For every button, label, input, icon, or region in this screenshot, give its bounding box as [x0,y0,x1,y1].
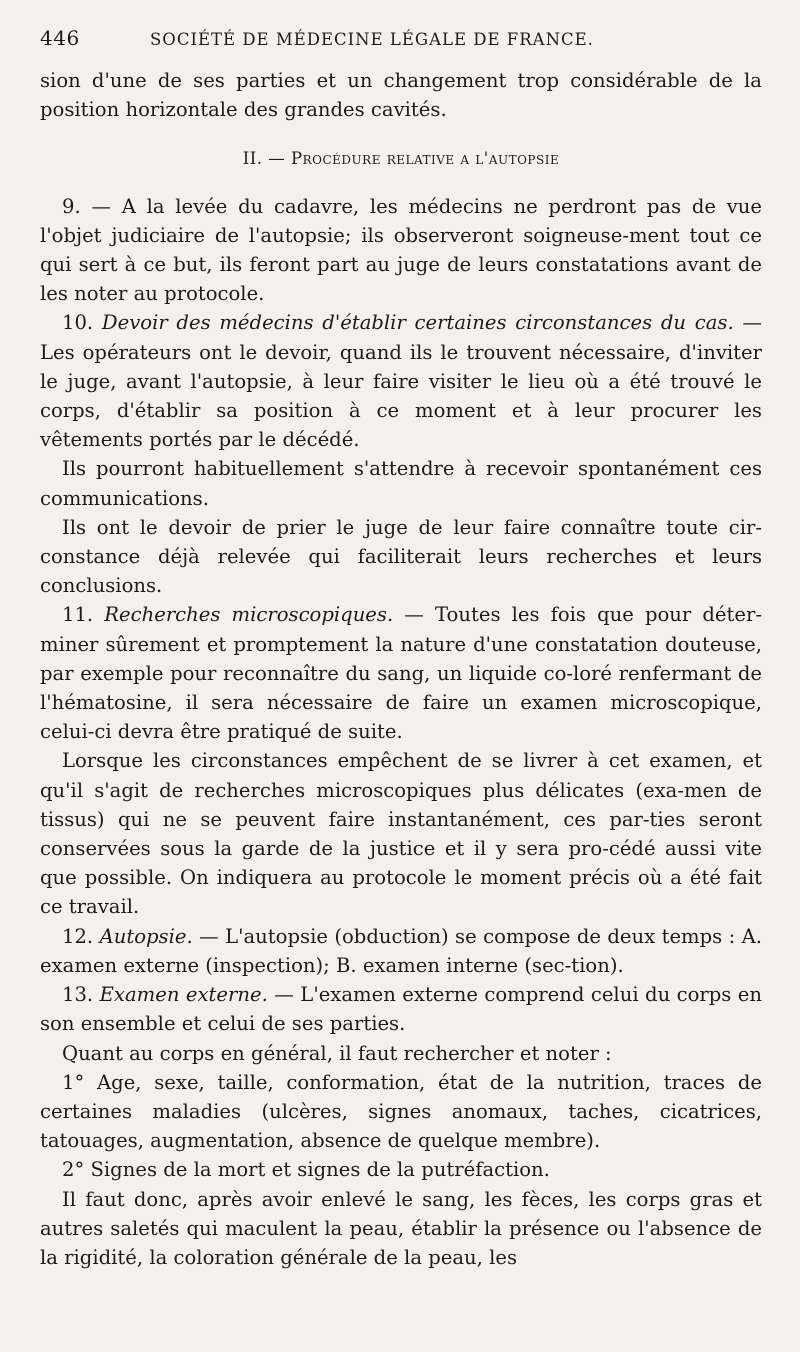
running-title: SOCIÉTÉ DE MÉDECINE LÉGALE DE FRANCE. [150,30,594,49]
article-10 [40,308,762,454]
article-10-paragraph-2: Ils pourront habituellement s'attendre à recevoir spontanément ces communications. [40,457,762,510]
article-number: 13. [62,983,94,1007]
article-13-paragraph-3: Il faut donc, après avoir enlevé le sang, les fèces, les corps gras et autres saletés qui maculent la peau, établir la présence ou l'absence de la rigidité, la coloration générale de la peau, les [40,1187,762,1269]
article-13-list-item-1: 1° Age, sexe, taille, conformation, état de la nutrition, traces de certaines maladies (ulcères, signes anomaux, taches, cicatrices, tatouages, augmentation, absence de quelque membre). [40,1070,762,1153]
article-title: Examen externe. [99,983,268,1007]
article-title: Recherches microscopiques. [104,603,394,627]
paragraph-continuation: sion d'une de ses parties et un changement trop considérable de la position horizontale des grandes cavités. [40,69,762,122]
article-text: — L'examen externe comprend celui du corps en son ensemble et celui de ses parties. [40,983,763,1036]
article-text: — L'autopsie (obduction) se compose de deux temps : A. examen externe (inspection); B. examen interne (sec-tion). [40,924,762,977]
section-heading [40,144,762,173]
article-10-paragraph-3: Ils ont le devoir de prier le juge de leur faire connaître toute cir-constance déjà relevée qui faciliterait leurs recherches et leurs conclusions. [40,515,762,598]
running-head [40,26,762,66]
article-title: Autopsie. [99,924,193,948]
body-text [40,66,762,1272]
article-number: 10. [62,311,94,335]
article-13 [40,980,762,1038]
article-13-paragraph-2: Quant au corps en général, il faut rechercher et noter : [62,1041,612,1065]
article-11-paragraph-2: Lorsque les circonstances empêchent de se livrer à cet examen, et qu'il s'agit de recherches microscopiques plus délicates (exa-men de tissus) qui ne se peuvent faire instantanément, ces par-ties seront conservées sous la garde de la justice et il y sera pro-cédé aussi vite que possible. On indiquera au protocole le moment précis où a été fait ce travail. [40,749,762,919]
article-12 [40,922,762,980]
section-heading-text: II. — Procédure relative a l'autopsie [242,149,560,169]
article-number: 11. [62,603,94,627]
page-number: 446 [40,26,80,50]
article-text: — Toutes les fois que pour déter-miner sûrement et promptement la nature d'une constatation douteuse, par exemple pour reconnaître du sang, un liquide co-loré renfermant de l'hématosine, il sera nécessaire de faire un examen microscopique, celui-ci devra être pratiqué de suite. [40,603,762,744]
article-text: — Les opérateurs ont le devoir, quand ils le trouvent nécessaire, d'inviter le juge, avant l'autopsie, à leur faire visiter le lieu où a été trouvé le corps, d'établir sa position à ce moment et à leur procurer les vêtements portés par le décédé. [40,311,763,452]
article-title: Devoir des médecins d'établir certaines circonstances du cas. [101,311,734,335]
article-11 [40,600,762,746]
article-13-list-item-2: 2° Signes de la mort et signes de la putréfaction. [62,1158,550,1182]
article-number: 12. [62,924,94,948]
article-9: 9. — A la levée du cadavre, les médecins ne perdront pas de vue l'objet judiciaire de l'autopsie; ils observeront soigneuse-ment tout ce qui sert à ce but, ils feront part au juge de leurs constatations avant de les noter au protocole. [40,194,762,306]
